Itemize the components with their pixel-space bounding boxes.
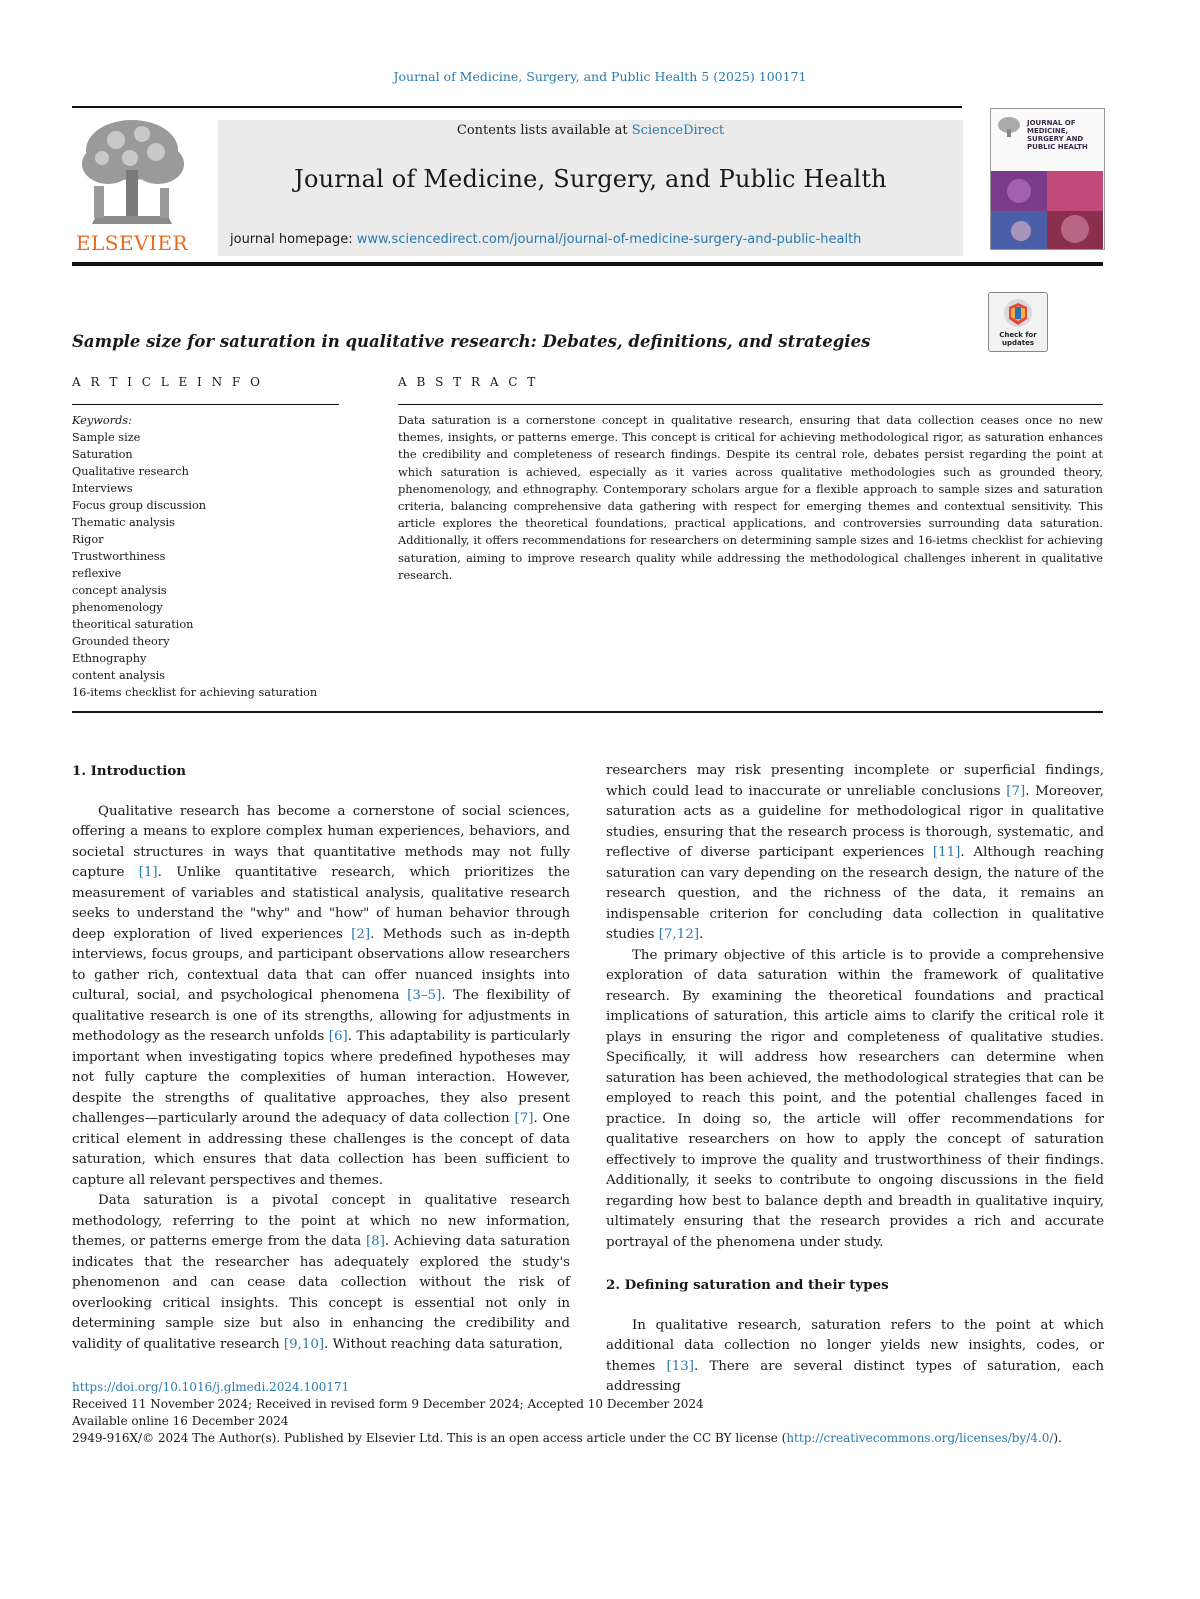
cover-elsevier-mark bbox=[995, 115, 1023, 139]
keyword-item: Sample size bbox=[72, 431, 141, 444]
text-run: researchers may risk presenting incomplete or superficial findings, which could lead to inaccurate or unreliable conclusions bbox=[606, 763, 1104, 799]
keyword-item: concept analysis bbox=[72, 584, 167, 597]
received-dates: Received 11 November 2024; Received in revised form 9 December 2024; Accepted 10 December 2024 bbox=[72, 1397, 704, 1411]
crossmark-label: Check for updates bbox=[999, 331, 1037, 347]
license-prefix: 2949-916X/© 2024 The Author(s). Published by Elsevier Ltd. This is an open access article under the CC BY license ( bbox=[72, 1431, 787, 1445]
keyword-item: content analysis bbox=[72, 669, 165, 682]
citation-link[interactable]: [9,10] bbox=[283, 1336, 325, 1352]
text-run: . Although reaching saturation can vary depending on the research design, the nature of the research question, and the richness of the data, it remains an indispensable criterion for concluding data collection in qualitative studies bbox=[606, 845, 1104, 942]
keyword-item: theoritical saturation bbox=[72, 618, 194, 631]
check-for-updates-badge[interactable] bbox=[988, 292, 1048, 352]
elsevier-wordmark: ELSEVIER bbox=[75, 231, 189, 255]
license-line bbox=[72, 1430, 1112, 1447]
article-info-rule bbox=[72, 404, 339, 405]
journal-cover-thumbnail[interactable] bbox=[990, 108, 1105, 250]
spacer bbox=[606, 1253, 1104, 1275]
homepage-link[interactable]: www.sciencedirect.com/journal/journal-of-medicine-surgery-and-public-health bbox=[356, 232, 862, 247]
keyword-item: Saturation bbox=[72, 448, 133, 461]
keyword-item: 16-items checklist for achieving saturation bbox=[72, 686, 318, 699]
article-title: Sample size for saturation in qualitative research: Debates, definitions, and strategies bbox=[72, 332, 871, 351]
abstract-heading: A B S T R A C T bbox=[398, 375, 539, 389]
journal-masthead bbox=[218, 120, 963, 256]
citation-link[interactable]: [7] bbox=[514, 1111, 534, 1126]
homepage-line bbox=[230, 232, 960, 247]
text-run: . Achieving data saturation indicates that the researcher has adequately explored the study's phenomenon and can cease data collection without the risk of overlooking critical insights. This concept is essential not only in determining sample size but also in enhancing the credibility and validity of qualitative research bbox=[72, 1234, 570, 1352]
citation-link[interactable]: [7,12] bbox=[658, 927, 700, 942]
sec2-paragraph-1 bbox=[606, 1316, 1104, 1398]
license-link[interactable]: http://creativecommons.org/licenses/by/4.0/ bbox=[786, 1431, 1054, 1445]
body-column-right-flow bbox=[606, 761, 1104, 1394]
cover-image bbox=[991, 171, 1103, 249]
body-column-left bbox=[72, 761, 570, 1355]
sciencedirect-link[interactable]: ScienceDirect bbox=[631, 123, 725, 138]
intro-paragraph-3: The primary objective of this article is to provide a comprehensive exploration of data saturation within the framework of qualitative research. By examining the theoretical foundations and practical implications of saturation, this article aims to clarify the critical role it plays in ensuring the rigor and completeness of qualitative studies. Specifically, it will address how researchers can determine when saturation has been achieved, the methodological strategies that can be employed to reach this point, and the potential challenges faced in practice. In doing so, the article will offer recommendations for qualitative researchers on how to apply the concept of saturation effectively to improve the quality and trustworthiness of their findings. Additionally, it seeks to contribute to ongoing discussions in the field regarding how best to balance depth and breadth in qualitative inquiry, ultimately ensuring that the research provides a rich and accurate portrayal of the phenomena under study. bbox=[606, 947, 1104, 1250]
intro-paragraph-1 bbox=[72, 802, 570, 1192]
homepage-label: journal homepage: bbox=[230, 232, 357, 247]
text-run: . There are several distinct types of saturation, each addressing bbox=[606, 1358, 1104, 1394]
masthead-bottom-rule bbox=[72, 262, 1103, 266]
text-run: . Without reaching data saturation, bbox=[324, 1336, 563, 1352]
text-run: . Moreover, saturation acts as a guideline for methodological rigor in qualitative studies, ensuring that the research process is thorough, systematic, and reflective of diverse participant experiences bbox=[606, 783, 1104, 860]
citation-link[interactable]: [6] bbox=[328, 1029, 348, 1044]
running-head[interactable]: Journal of Medicine, Surgery, and Public Health 5 (2025) 100171 bbox=[393, 69, 807, 84]
text-run: . One critical element in addressing these challenges is the concept of data saturation, which ensures that data collection has been sufficient to capture all relevant perspectives and themes. bbox=[72, 1111, 571, 1188]
abstract-rule bbox=[398, 404, 1103, 405]
keyword-item: Interviews bbox=[72, 482, 133, 495]
section-heading-introduction: 1. Introduction bbox=[72, 763, 187, 779]
contents-prefix: Contents lists available at bbox=[456, 123, 632, 138]
available-online: Available online 16 December 2024 bbox=[72, 1414, 289, 1428]
contents-line bbox=[218, 123, 963, 138]
keyword-item: phenomenology bbox=[72, 601, 163, 614]
keyword-item: Qualitative research bbox=[72, 465, 189, 478]
keyword-item: reflexive bbox=[72, 567, 122, 580]
text-run: . Methods such as in-depth interviews, focus groups, and participant observations allow researchers to gather rich, contextual data that can offer nuanced insights into cultural, social, and psychological phenomena bbox=[72, 926, 570, 1003]
text-run: . This adaptability is particularly important when investigating topics where predefined hypotheses may not fully capture the complexities of human interaction. However, despite the strengths of qualitative approaches, they also present challenges—particularly around the adequacy of data collection bbox=[72, 1029, 570, 1126]
keywords-block bbox=[72, 412, 362, 701]
keyword-item: Trustworthiness bbox=[72, 550, 166, 563]
text-run: In qualitative research, saturation refers to the point at which additional data collection no longer yields new insights, codes, or themes bbox=[606, 1317, 1104, 1374]
text-run: Qualitative research has become a cornerstone of social sciences, offering a means to explore complex human experiences, behaviors, and societal structures in ways that quantitative methods may not fully capture bbox=[72, 803, 570, 880]
citation-link[interactable]: [1] bbox=[138, 865, 158, 880]
cover-title: JOURNAL OF MEDICINE, SURGERY AND PUBLIC HEALTH bbox=[1027, 119, 1088, 151]
text-run: . Unlike quantitative research, which prioritizes the measurement of variables and statistical analysis, qualitative research seeks to understand the "why" and "how" of human behavior through deep exploration of lived experiences bbox=[72, 865, 570, 942]
intro-paragraph-2-continued bbox=[606, 761, 1104, 946]
abstract-text: Data saturation is a cornerstone concept in qualitative research, ensuring that data collection ceases once no new themes, insights, or patterns emerge. This concept is critical for achieving methodological rigor, as saturation enhances the credibility and completeness of research findings. Despite its central role, debates persist regarding the point at which saturation is achieved, especially as it varies across qualitative methodologies such as grounded theory, phenomenology, and ethnography. Contemporary scholars argue for a flexible approach to sample sizes and saturation criteria, balancing comprehensive data gathering with respect for emerging themes and contextual sensitivity. This article explores the theoretical foundations, practical applications, and controversies surrounding data saturation. Additionally, it offers recommendations for researchers on determining sample sizes and 16-ietms checklist for achieving saturation, aiming to improve research quality while addressing the methodological challenges inherent in qualitative research. bbox=[398, 413, 1103, 582]
keyword-item: Rigor bbox=[72, 533, 104, 546]
keyword-item: Ethnography bbox=[72, 652, 147, 665]
citation-link[interactable]: [8] bbox=[365, 1234, 385, 1249]
text-run: Data saturation is a pivotal concept in qualitative research methodology, referring to the point at which no new information, themes, or patterns emerge from the data bbox=[72, 1193, 570, 1249]
keyword-item: Focus group discussion bbox=[72, 499, 207, 512]
section-heading-defining-saturation: 2. Defining saturation and their types bbox=[606, 1277, 889, 1293]
article-info-heading: A R T I C L E I N F O bbox=[72, 375, 263, 389]
citation-link[interactable]: [7] bbox=[1006, 783, 1026, 799]
keyword-item: Grounded theory bbox=[72, 635, 170, 648]
doi-link[interactable]: https://doi.org/10.1016/j.glmedi.2024.100171 bbox=[72, 1380, 350, 1394]
keywords-heading: Keywords: bbox=[72, 414, 132, 427]
keyword-item: Thematic analysis bbox=[72, 516, 175, 529]
front-matter-bottom-rule bbox=[72, 711, 1103, 713]
journal-title: Journal of Medicine, Surgery, and Public Health bbox=[294, 165, 887, 193]
citation-link[interactable]: [13] bbox=[666, 1358, 694, 1374]
intro-paragraph-2 bbox=[72, 1191, 570, 1355]
text-run: . The flexibility of qualitative research is one of its strengths, allowing for adjustments in methodology as the research unfolds bbox=[72, 988, 570, 1044]
citation-link[interactable]: [11] bbox=[932, 845, 961, 860]
citation-link[interactable]: [3–5] bbox=[407, 988, 442, 1003]
citation-link[interactable]: [2] bbox=[351, 926, 371, 942]
text-run: . bbox=[699, 927, 704, 942]
license-suffix: ). bbox=[1053, 1431, 1062, 1445]
top-rule bbox=[72, 106, 962, 108]
